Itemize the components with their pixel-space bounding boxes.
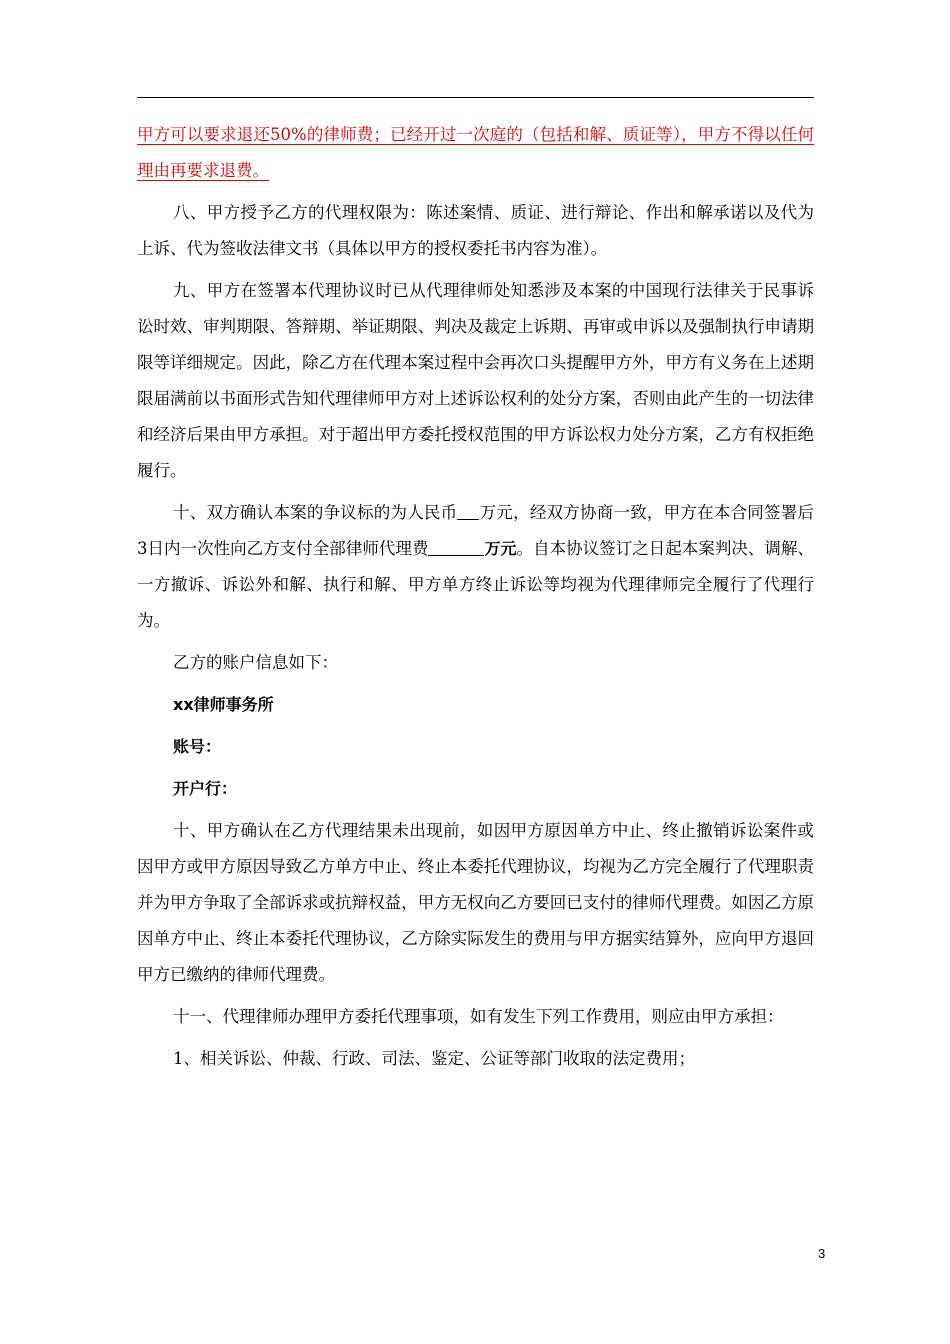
clause-10 — [137, 495, 814, 639]
refund-paragraph — [137, 117, 814, 189]
clause-10-part-d: 。自本协议签订之日起本案判决、调解、一方撤诉、诉讼外和解、执行和解、甲方单方终止诉讼等均视为代理律师完全履行了代理行为。 — [137, 539, 814, 630]
page-number: 3 — [818, 1246, 826, 1261]
clause-11-item-1: 1、相关诉讼、仲裁、行政、司法、鉴定、公证等部门收取的法定费用； — [173, 1049, 695, 1068]
bank-label: 开户行： — [173, 779, 238, 798]
firm-name: xx律师事务所 — [173, 695, 274, 714]
clause-11: 十一、代理律师办理甲方委托代理事项，如有发生下列工作费用，则应由甲方承担： — [173, 1007, 784, 1026]
amount-blank[interactable] — [457, 501, 479, 520]
account-number-label: 账号： — [173, 737, 222, 756]
fee-blank[interactable] — [428, 537, 484, 556]
header-rule — [137, 97, 814, 98]
clause-10-second: 十、甲方确认在乙方代理结果未出现前，如因甲方原因单方中止、终止撤销诉讼案件或因甲方或甲方原因导致乙方单方中止、终止本委托代理协议，均视为乙方完全履行了代理职责并为甲方争取了全部诉求或抗辩权益，甲方无权向乙方要回已支付的律师代理费。如因乙方原因单方中止、终止本委托代理协议，乙方除实际发生的费用与甲方据实结算外，应向甲方退回甲方已缴纳的律师代理费。 — [137, 821, 814, 984]
clause-10-part-a: 十、双方确认本案的争议标的为人民币 — [173, 503, 458, 522]
account-intro: 乙方的账户信息如下： — [173, 653, 338, 672]
refund-text: 甲方可以要求退还50%的律师费；已经开过一次庭的（包括和解、质证等），甲方不得以任何理由再要求退费。 — [137, 125, 814, 180]
document-body — [137, 117, 814, 1083]
clause-9: 九、甲方在签署本代理协议时已从代理律师处知悉涉及本案的中国现行法律关于民事诉讼时效、审判期限、答辩期、举证期限、判决及裁定上诉期、再审或申诉以及强制执行申请期限等详细规定。因此，除乙方在代理本案过程中会再次口头提醒甲方外，甲方有义务在上述期限届满前以书面形式告知代理律师甲方对上述诉讼权利的处分方案，否则由此产生的一切法律和经济后果由甲方承担。对于超出甲方委托授权范围的甲方诉讼权力处分方案，乙方有权拒绝履行。 — [137, 281, 814, 480]
clause-10-part-b: 万元，经双方协商一致，甲方在本合同签署后3日内一次性向乙方支付全部律师代理费 — [137, 503, 815, 558]
clause-10-unit: 万元 — [484, 539, 517, 558]
clause-8: 八、甲方授予乙方的代理权限为：陈述案情、质证、进行辩论、作出和解承诺以及代为上诉、代为签收法律文书（具体以甲方的授权委托书内容为准）。 — [137, 203, 814, 258]
